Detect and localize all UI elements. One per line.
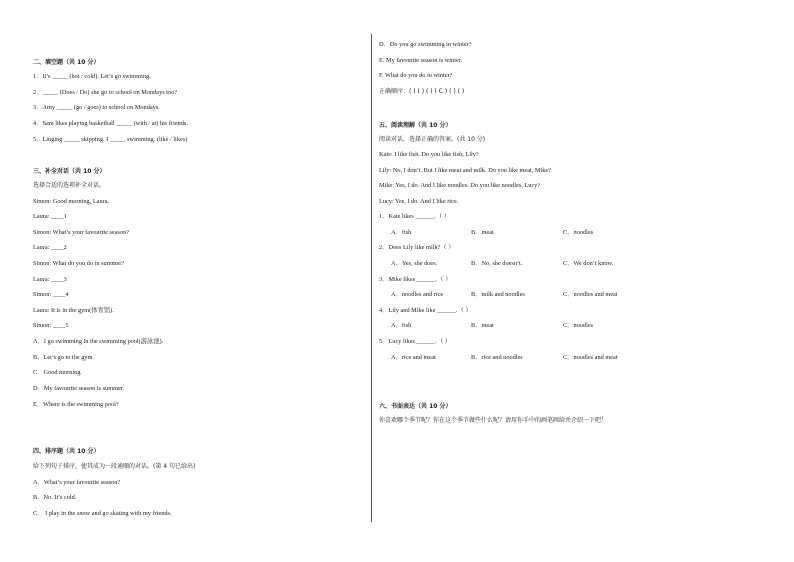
section-4-title: 四、排序题（共 10 分） — [33, 448, 100, 455]
fill-blank-q2: 2．_____ (Does / Do) she go to school on Mondays too? — [33, 89, 178, 96]
dialog-option: D．My favourite season is summer. — [33, 385, 125, 392]
reading-question: 1．Kate likes ______.（ ） — [379, 213, 451, 220]
dialog-line: Laura: It is in the gym(体育馆). — [33, 307, 114, 314]
reading-question: 4．Lily and Mike like ______.（ ） — [379, 307, 472, 314]
dialog-line: Simon: ____5 — [33, 322, 69, 329]
order-item: E. My favourite season is winter. — [379, 57, 463, 64]
answer-option-c: C．noodles — [563, 322, 594, 329]
dialog-option: C．Good morning. — [33, 369, 82, 376]
order-item: A．What’s your favourite season? — [33, 479, 121, 486]
answer-option-c: C．noodles and meat — [563, 354, 618, 361]
dialog-line: Simon: ____4 — [33, 291, 69, 298]
section-2-title: 二、填空题（共 10 分） — [33, 59, 100, 66]
dialog-line: Laura: ____1 — [33, 213, 67, 220]
answer-option-b: B．meat — [471, 322, 494, 329]
dialog-option: E．Where is the swimming pool? — [33, 401, 119, 408]
fill-blank-q3: 3．Amy _____ (go / goes) to school on Mondays. — [33, 104, 160, 111]
dialog-line: Simon: Good morning, Laura. — [33, 198, 110, 205]
answer-option-a: A．rice and meat — [391, 354, 436, 361]
dialog-option: A．I go swimming in the swimming pool(游泳池). — [33, 338, 164, 345]
answer-option-b: B．meat — [471, 229, 494, 236]
section-6-instruction: 你喜欢哪个季节呢？你在这个季节做些什么呢？请用你手中的画笔画给并介绍一下吧！ — [379, 417, 608, 424]
section-3-instruction: 选择合适的选项补全对话。 — [33, 182, 106, 189]
fill-blank-q4: 4．Sam likes playing basketball _____ (with / at) his friends. — [33, 120, 188, 127]
reading-question: 5．Lucy likes ______.（ ） — [379, 338, 452, 345]
answer-option-b: B．milk and noodles — [471, 291, 525, 298]
section-5-instruction: 阅读对话，选择正确的答案。(共 10 分) — [379, 136, 486, 143]
reading-dialog-line: Lucy: Yes, I do. And I like rice. — [379, 198, 459, 205]
reading-dialog-line: Lily: No, I don’t. But I like meat and milk. Do you like meat, Mike? — [379, 167, 551, 174]
fill-blank-q1: 1．It’s _____ (hot / cold). Let’s go swimming. — [33, 73, 151, 80]
answer-option-a: A．fish — [391, 322, 412, 329]
section-5-title: 五、阅读理解（共 10 分） — [379, 122, 452, 129]
reading-question: 2．Does Lily like milk?（ ） — [379, 244, 455, 251]
reading-dialog-line: Mike: Yes, I do. And I like noodles. Do you like noodles, Lucy? — [379, 182, 541, 189]
reading-question: 3．Mike likes ______.（ ） — [379, 276, 452, 283]
order-item: B．No. It’s cold. — [33, 494, 77, 501]
order-item: C． I play in the snow and go skating with my friends. — [33, 510, 172, 517]
answer-option-b: B．No, she doesn’t. — [471, 260, 523, 267]
order-item: F. What do you do in winter? — [379, 72, 453, 79]
section-3-title: 三、补全对话（共 10 分） — [33, 168, 106, 175]
answer-option-b: B．rice and noodles — [471, 354, 523, 361]
section-6-title: 六、书面表达（共 10 分） — [379, 403, 452, 410]
column-divider — [371, 34, 372, 522]
order-answer-line: 正确顺序：( ) ( ) ( ) ( C ) ( ) ( ) — [379, 88, 465, 95]
dialog-line: Laura: ____2 — [33, 244, 67, 251]
order-item: D．Do you go swimming in winter? — [379, 41, 472, 48]
answer-option-a: A．fish — [391, 229, 412, 236]
dialog-option: B．Let’s go to the gym. — [33, 354, 95, 361]
dialog-line: Simon: What do you do in summer? — [33, 260, 125, 267]
dialog-line: Laura: ____3 — [33, 276, 67, 283]
answer-option-c: C．noodles and meat — [563, 291, 618, 298]
answer-option-a: A．noodles and rice — [391, 291, 444, 298]
dialog-line: Simon: What’s your favourite season? — [33, 229, 130, 236]
section-4-instruction: 给下列句子排序，使其成为一段通顺的对话。(第 4 句已给出) — [33, 463, 196, 470]
answer-option-a: A．Yes, she does. — [391, 260, 438, 267]
reading-dialog-line: Kate: I like fish. Do you like fish, Lily? — [379, 151, 479, 158]
fill-blank-q5: 5．Linging _____ skipping. I _____ swimming. (like / likes) — [33, 136, 188, 143]
answer-option-c: C．We don’t know. — [563, 260, 614, 267]
answer-option-c: C．noodles — [563, 229, 594, 236]
